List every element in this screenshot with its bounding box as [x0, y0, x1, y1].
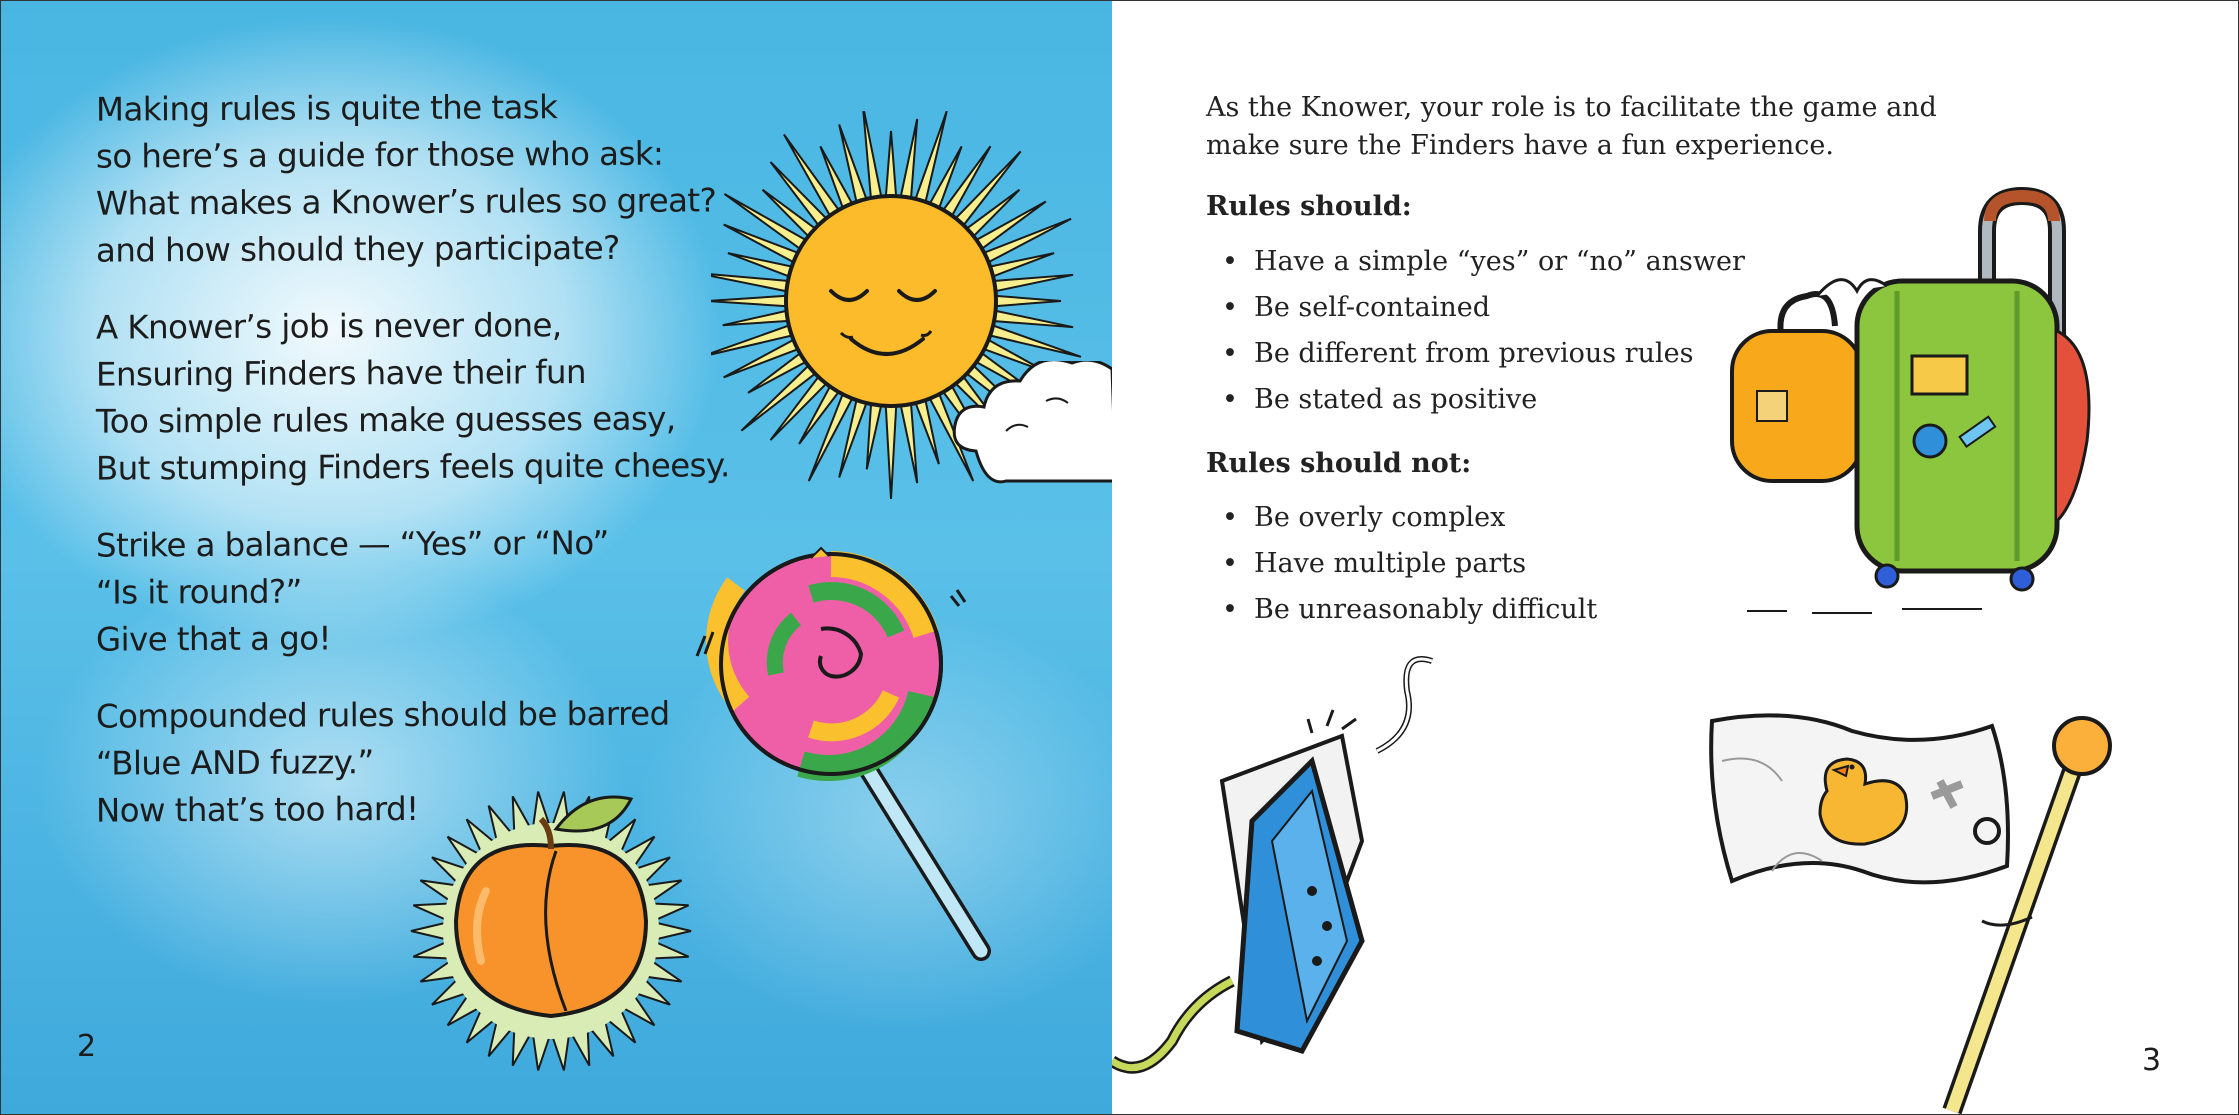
list-item: • Be stated as positive: [1206, 377, 1745, 423]
intro-paragraph: As the Knower, your role is to facilitate the game and make sure the Finders have a fun experience.: [1206, 92, 1937, 161]
list-item: • Be overly complex: [1206, 495, 1597, 541]
left-page: [1, 1, 1112, 1114]
lollipop-icon: [691, 546, 1011, 966]
poem-line: Strike a balance — “Yes” or “No”: [95, 523, 609, 565]
poem-line: “Blue AND fuzzy.”: [95, 743, 374, 783]
poem-line: Too simple rules make guesses easy,: [95, 399, 676, 441]
rules-should-heading: Rules should:: [1206, 191, 1412, 222]
page-number-right: 3: [2142, 1043, 2162, 1078]
peach-icon: [406, 771, 696, 1071]
poem-line: A Knower’s job is never done,: [95, 306, 562, 347]
poem-line: What makes a Knower’s rules so great?: [95, 181, 717, 223]
cloud-icon: [946, 361, 1112, 491]
stanza-2: [95, 303, 730, 491]
stanza-1: [96, 85, 716, 273]
rules-should-not-list: [1206, 495, 1597, 633]
list-item: • Be self-contained: [1206, 285, 1745, 331]
duck-flag-icon: [1682, 701, 2202, 1114]
poem-line: and how should they participate?: [95, 228, 620, 270]
list-item: • Be unreasonably difficult: [1206, 587, 1597, 633]
right-page: [1112, 1, 2238, 1114]
poem-line: But stumping Finders feels quite cheesy.: [95, 446, 730, 488]
poem: [95, 85, 730, 863]
poem-line: Now that’s too hard!: [95, 789, 419, 830]
list-item: • Have multiple parts: [1206, 541, 1597, 587]
suitcase-icon: [1722, 181, 2182, 621]
poem-line: Ensuring Finders have their fun: [95, 353, 587, 394]
poem-line: Making rules is quite the task: [95, 88, 558, 129]
poem-line: Compounded rules should be barred: [95, 694, 670, 736]
poem-line: so here’s a guide for those who ask:: [95, 134, 664, 176]
iron-icon: [1112, 641, 1472, 1111]
list-item: • Be different from previous rules: [1206, 331, 1745, 377]
stanza-3: [96, 521, 716, 662]
poem-line: Give that a go!: [95, 619, 332, 659]
rules-should-list: [1206, 239, 1745, 423]
list-item: • Have a simple “yes” or “no” answer: [1206, 239, 1745, 285]
rules-should-not-heading: Rules should not:: [1206, 448, 1472, 479]
page-number-left: 2: [77, 1029, 97, 1064]
poem-line: “Is it round?”: [95, 572, 302, 612]
